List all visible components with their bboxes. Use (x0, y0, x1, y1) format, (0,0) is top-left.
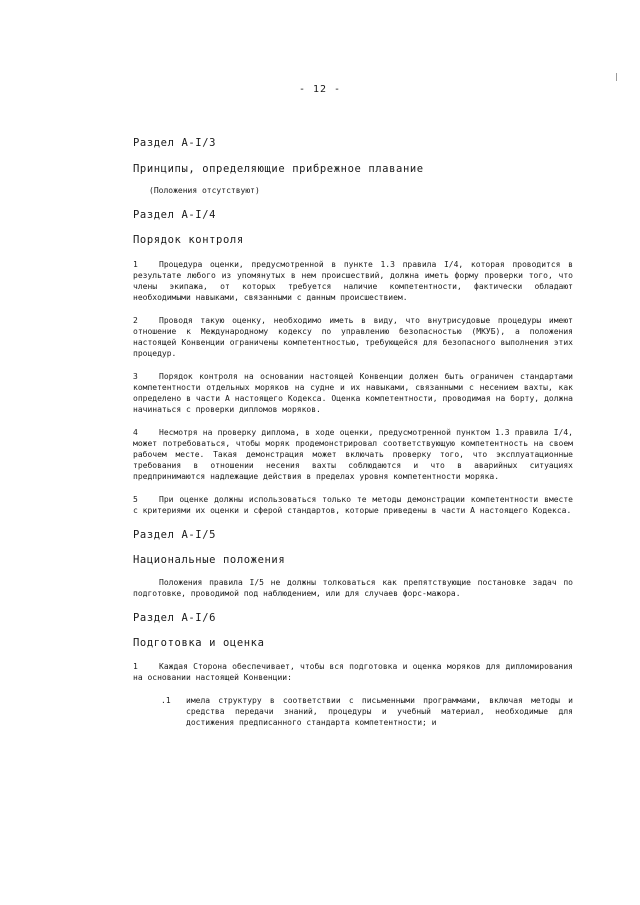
section-heading: Раздел A-I/6 (133, 612, 217, 624)
section-title: Национальные положения (133, 554, 286, 566)
paragraph-number: 2 (133, 316, 138, 325)
document-body (133, 136, 573, 728)
section-title: Принципы, определяющие прибрежное плавание (133, 163, 424, 175)
section-heading: Раздел A-I/4 (133, 209, 217, 221)
paragraph-number: 5 (133, 495, 138, 504)
paragraph (133, 661, 573, 683)
subitem-number: .1 (161, 696, 171, 705)
paragraph-text: Несмотря на проверку диплома, в ходе оценки, предусмотренной пунктом 1.3 правила I/4, может потребоваться, чтобы моряк продемонстрировал соответствующую компетентность на своем рабочем месте. Такая демонстрация может включать проверку того, что эксплуатационные требования в отношении несения вахты соблюдаются и что в аварийных ситуациях предпринимаются надлежащие действия в пределах уровня компетентности моряка. (133, 428, 573, 481)
paragraph-text: Порядок контроля на основании настоящей Конвенции должен быть ограничен стандартами компетентности отдельных моряков на судне и их навыками, связанными с несением вахты, как определено в части A настоящего Кодекса. Оценка компетентности, проводимая на борту, должна начинаться с проверки дипломов моряков. (133, 372, 573, 414)
paragraph-number: 4 (133, 428, 138, 437)
section-heading: Раздел A-I/5 (133, 529, 217, 541)
paragraph-text: Процедура оценки, предусмотренной в пункте 1.3 правила I/4, которая проводится в результате любого из упомянутых в нем происшествий, должна иметь форму проверки того, что члены экипажа, от которых требуется наличие компетентности, фактически обладают необходимыми навыками, связанными с данным происшествием. (133, 260, 573, 302)
paragraph (133, 427, 573, 482)
paragraph (133, 494, 573, 516)
section-heading: Раздел A-I/3 (133, 137, 217, 149)
scan-mark (616, 73, 617, 81)
paragraph (133, 315, 573, 359)
paragraph-text: Проводя такую оценку, необходимо иметь в виду, что внутрисудовые процедуры имеют отношение к Международному кодексу по управлению безопасностью (МКУБ), а положения настоящей Конвенции ограничены компетентностью, требующейся для безопасного выполнения этих процедур. (133, 316, 573, 358)
paragraph (133, 577, 573, 599)
paragraph (133, 259, 573, 303)
paragraph (133, 371, 573, 415)
section-note: (Положения отсутствуют) (149, 186, 260, 195)
page-number: - 12 - (298, 84, 342, 95)
paragraph-number: 1 (133, 260, 138, 269)
subitem-text: имела структуру в соответствии с письменными программами, включая методы и средства передачи знаний, процедуры и учебный материал, необходимые для достижения предписанного стандарта компетентности; и (186, 696, 573, 727)
paragraph-number: 1 (133, 662, 138, 671)
section-title: Порядок контроля (133, 234, 244, 246)
paragraph-text: Каждая Сторона обеспечивает, чтобы вся подготовка и оценка моряков для дипломирования на основании настоящей Конвенции: (133, 662, 573, 682)
paragraph-text: При оценке должны использоваться только те методы демонстрации компетентности вместе с критериями их оценки и сферой стандартов, которые приведены в части A настоящего Кодекса. (133, 495, 573, 515)
subitem (133, 695, 573, 728)
paragraph-number: 3 (133, 372, 138, 381)
section-title: Подготовка и оценка (133, 637, 265, 649)
paragraph-text: Положения правила I/5 не должны толковаться как препятствующие постановке задач по подготовке, проводимой под наблюдением, или для случаев форс-мажора. (133, 578, 573, 598)
